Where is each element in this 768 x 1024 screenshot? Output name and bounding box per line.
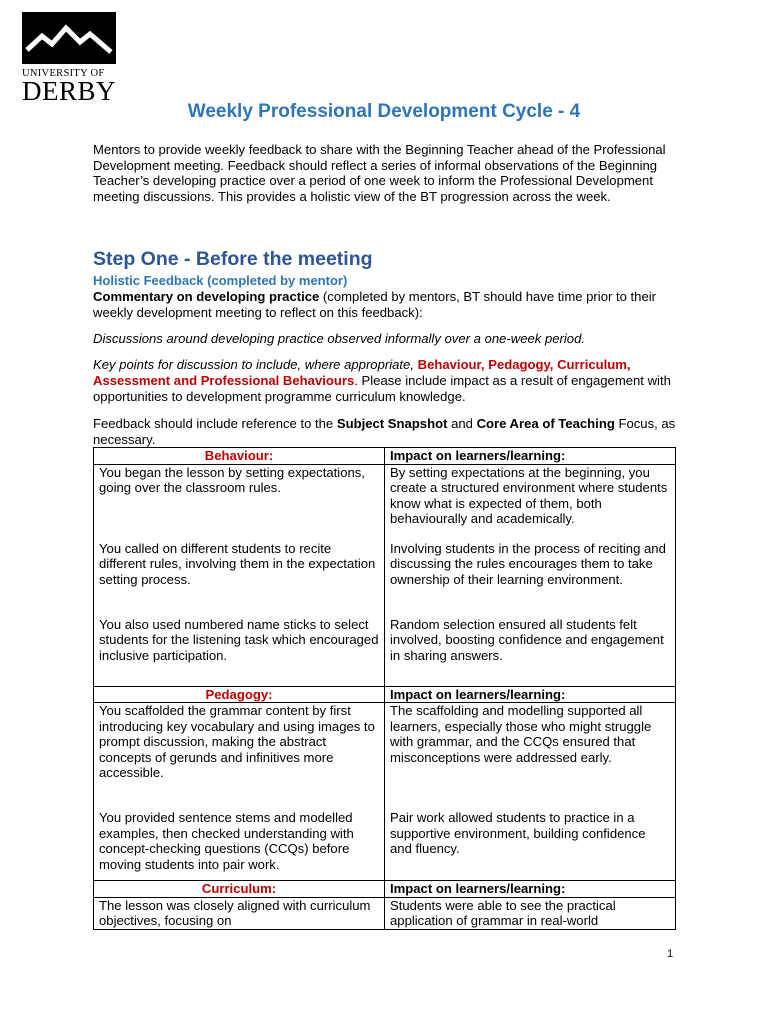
section-label-behaviour: Behaviour: [94, 448, 385, 465]
cell-paragraph: You scaffolded the grammar content by first introducing key vocabulary and using images to prompt discussion, making the abstract concepts of gerunds and infinitives more accessible. [99, 703, 375, 780]
logo-derby-text: DERBY [22, 76, 117, 106]
section-label-pedagogy: Pedagogy: [94, 686, 385, 703]
commentary-rest: (completed by mentors, BT should have time prior to their weekly development meeting to reflect on this feedback): [93, 289, 657, 320]
key-points-lead: Key points for discussion to include, where appropriate, [93, 357, 418, 372]
cell-paragraph: You began the lesson by setting expectations, going over the classroom rules. [99, 464, 365, 495]
page-number: 1 [667, 948, 674, 960]
feedback-ref-text-e: Focus, as necessary. [93, 416, 676, 447]
table-cell [94, 464, 385, 686]
feedback-ref-subject-snapshot: Subject Snapshot [336, 416, 448, 431]
impact-header: Impact on learners/learning: [385, 448, 676, 465]
table-cell: Students were able to see the practical application of grammar in real-world [385, 897, 676, 929]
cell-paragraph: Random selection ensured all students felt involved, boosting confidence and engagement in sharing answers. [390, 616, 664, 663]
cell-paragraph: The scaffolding and modelling supported all learners, especially those who might struggle with grammar, and the CCQs ensured that misconceptions were addressed early. [390, 703, 652, 765]
step-heading: Step One - Before the meeting [93, 248, 373, 270]
cell-paragraph: Pair work allowed students to practice in a supportive environment, building confidence and fluency. [390, 810, 646, 856]
commentary-paragraph [93, 289, 683, 321]
table-cell [385, 703, 676, 881]
impact-header: Impact on learners/learning: [385, 686, 676, 703]
table-cell: The lesson was closely aligned with curriculum objectives, focusing on [94, 897, 385, 929]
feedback-ref-text-a: Feedback should include reference to the [93, 416, 337, 431]
key-points-highlight: Behaviour, Pedagogy, Curriculum, Assessment and Professional Behaviours [93, 357, 631, 388]
university-logo [22, 12, 118, 106]
commentary-bold: Commentary on developing practice [93, 289, 320, 304]
feedback-reference-paragraph [93, 416, 683, 448]
feedback-table [93, 447, 676, 930]
cell-paragraph: By setting expectations at the beginning, you create a structured environment where students know what is expected of them, both behaviourally and academically. [390, 464, 668, 526]
page-title: Weekly Professional Development Cycle - 4 [187, 101, 581, 122]
feedback-ref-text-c: and [447, 416, 477, 431]
discussions-paragraph: Discussions around developing practice observed informally over a one-week period. [93, 331, 586, 346]
cell-paragraph: You provided sentence stems and modelled examples, then checked understanding with concept-checking questions (CCQs) before moving students into pair work. [99, 810, 354, 872]
table-row [94, 464, 676, 686]
cell-paragraph: Involving students in the process of reciting and discussing the rules encourages them to take ownership of their learning environment. [390, 540, 666, 587]
subheading: Holistic Feedback (completed by mentor) [93, 273, 348, 288]
mountains-logo-icon [22, 12, 116, 64]
table-cell [94, 703, 385, 881]
table-cell [385, 464, 676, 686]
table-row [94, 897, 676, 929]
cell-paragraph: You called on different students to recite different rules, involving them in the expectation setting process. [99, 540, 376, 587]
intro-paragraph: Mentors to provide weekly feedback to share with the Beginning Teacher ahead of the Professional Development meeting. Feedback should reflect a series of informal observations of the Beginning Teacher’s developing practice over a period of one week to inform the Professional Development meeting discussions. This provides a holistic view of the BT progression across the week. [93, 142, 666, 204]
table-header-row [94, 448, 676, 465]
table-row [94, 703, 676, 881]
cell-paragraph: You also used numbered name sticks to select students for the listening task which encouraged inclusive participation. [99, 616, 379, 663]
key-points-tail: . Please include impact as a result of engagement with opportunities to development programme curriculum knowledge. [93, 373, 671, 404]
feedback-ref-core-area: Core Area of Teaching [476, 416, 615, 431]
impact-header: Impact on learners/learning: [385, 881, 676, 898]
section-label-curriculum: Curriculum: [94, 881, 385, 898]
table-header-row [94, 881, 676, 898]
logo-university-text: UNIVERSITY OF [22, 68, 105, 79]
key-points-paragraph [93, 357, 683, 405]
table-header-row [94, 686, 676, 703]
